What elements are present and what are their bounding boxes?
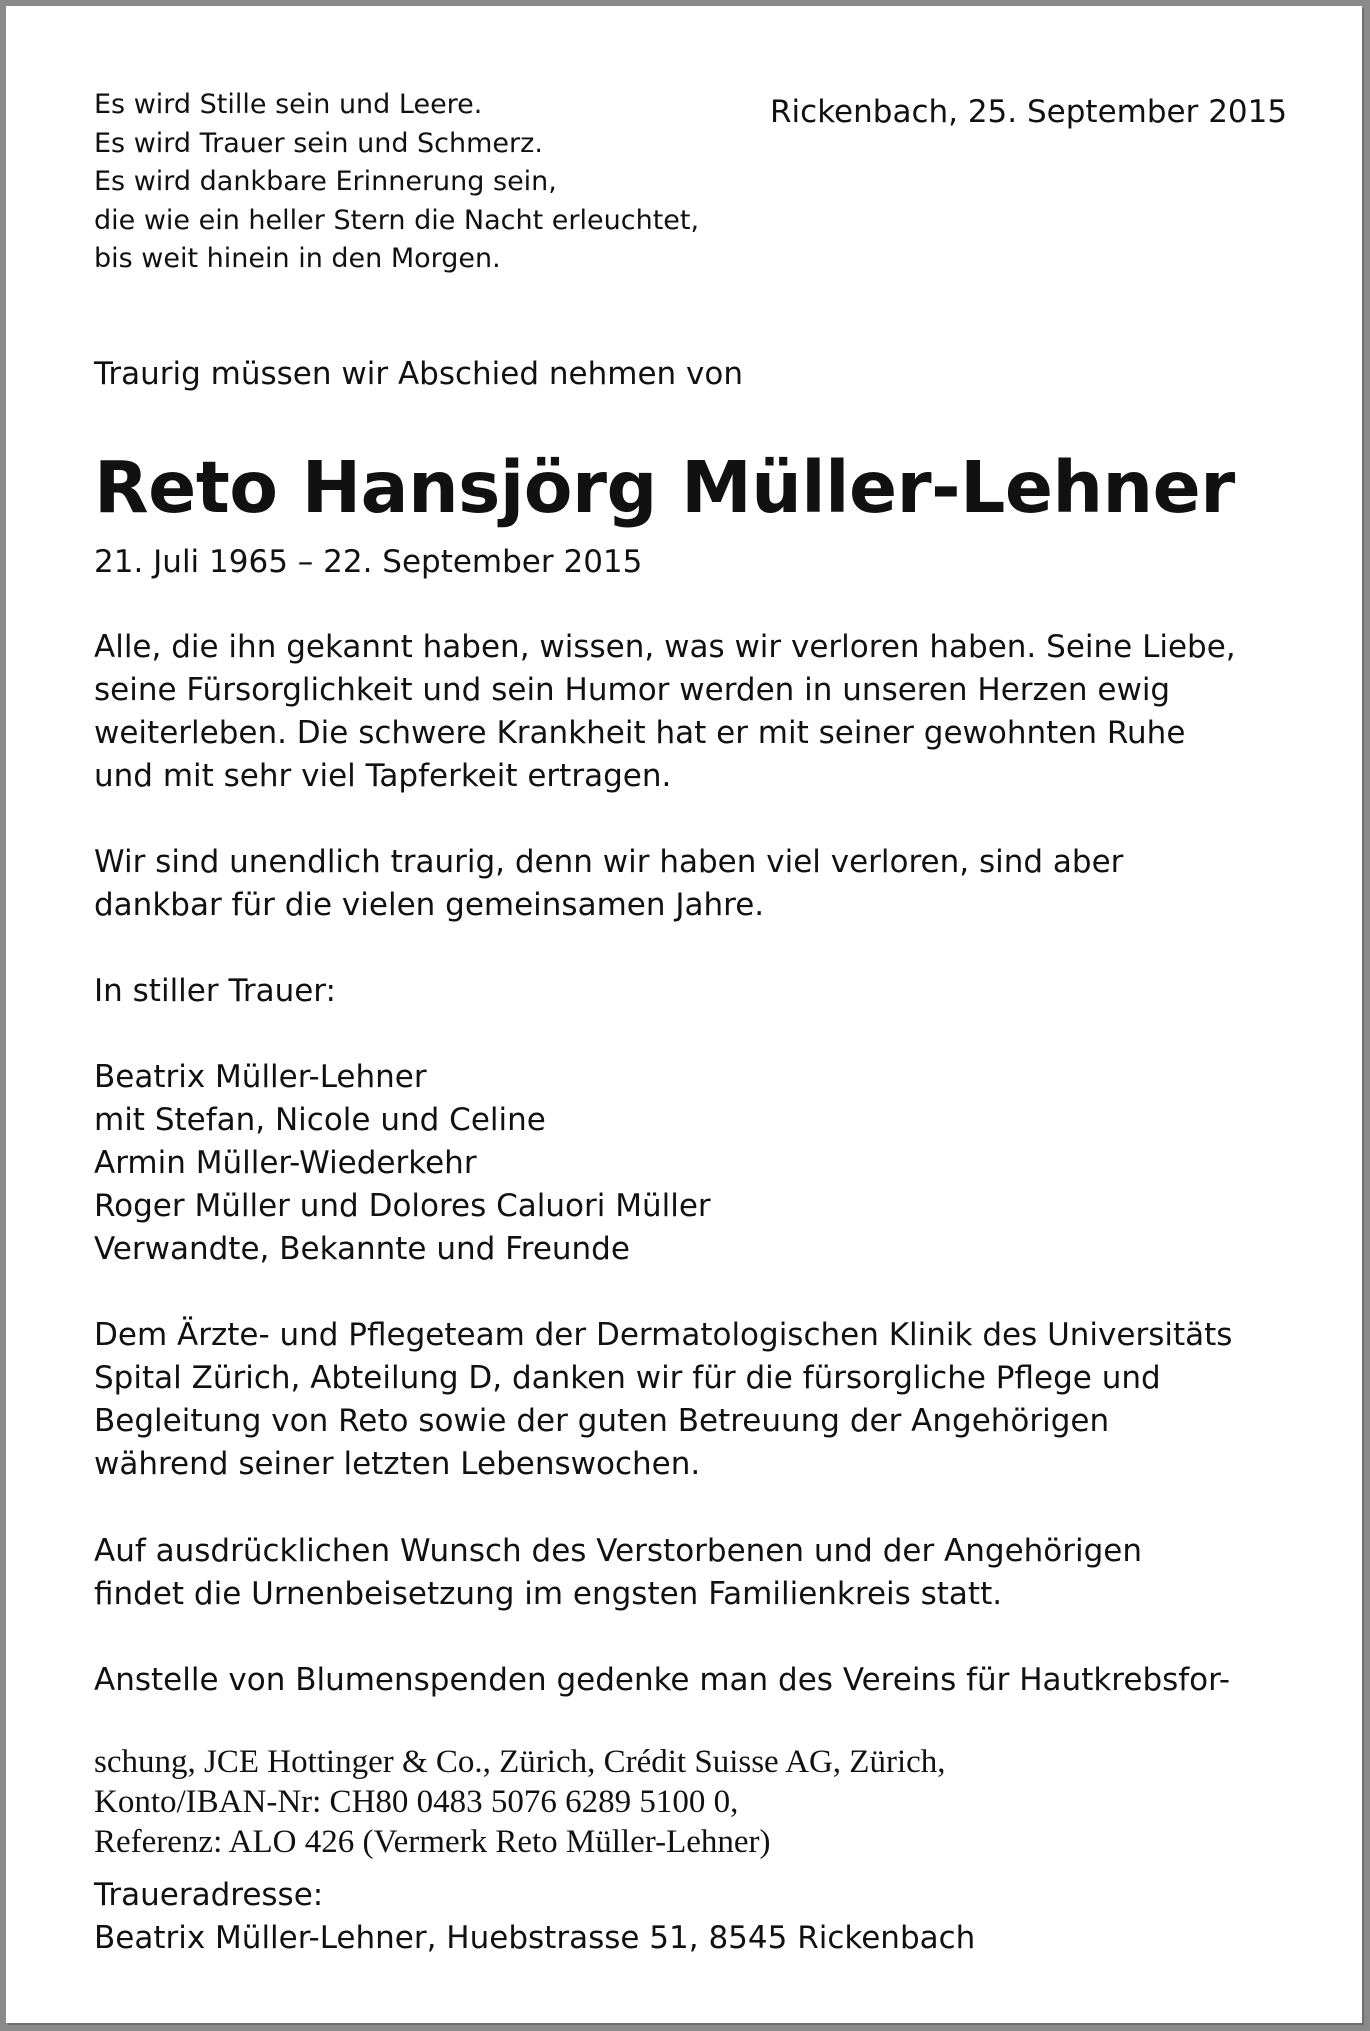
- text-line: Referenz: ALO 426 (Vermerk Reto Müller-Lehner): [94, 1824, 771, 1860]
- text-line: schung, JCE Hottinger & Co., Zürich, Crédit Suisse AG, Zürich,: [94, 1744, 946, 1780]
- deceased-name: Reto Hansjörg Müller-Lehner: [94, 446, 1235, 529]
- poem-line: Es wird Stille sein und Leere.: [94, 89, 483, 120]
- paragraph-memory: [94, 626, 1236, 798]
- text-line: seine Fürsorglichkeit und sein Humor werden in unseren Herzen ewig: [94, 672, 1171, 708]
- address-label: Traueradresse:: [94, 1877, 324, 1913]
- paragraph-thanks: [94, 1314, 1232, 1486]
- mourners-heading: [94, 970, 336, 1013]
- text-line: Anstelle von Blumenspenden gedenke man des Vereins für Hautkrebsfor-: [94, 1662, 1231, 1698]
- text-line: während seiner letzten Lebenswochen.: [94, 1446, 701, 1482]
- mourner: mit Stefan, Nicole und Celine: [94, 1102, 546, 1138]
- text-line: Spital Zürich, Abteilung D, danken wir für die fürsorgliche Pflege und: [94, 1360, 1161, 1396]
- paragraph-burial: [94, 1530, 1142, 1616]
- mourner: Verwandte, Bekannte und Freunde: [94, 1231, 630, 1267]
- poem: [94, 86, 699, 279]
- obituary-page: [6, 6, 1362, 2023]
- mourner: Armin Müller-Wiederkehr: [94, 1145, 477, 1181]
- donation-details: [94, 1742, 946, 1862]
- life-dates: 21. Juli 1965 – 22. September 2015: [94, 544, 643, 580]
- place-date: Rickenbach, 25. September 2015: [770, 94, 1288, 130]
- text-line: Begleitung von Reto sowie der guten Betreuung der Angehörigen: [94, 1403, 1110, 1439]
- text-line: Konto/IBAN-Nr: CH80 0483 5076 6289 5100 0,: [94, 1784, 739, 1820]
- text-line: Dem Ärzte- und Pflegeteam der Dermatologischen Klinik des Universitäts: [94, 1317, 1233, 1353]
- text-line: In stiller Trauer:: [94, 973, 336, 1009]
- paragraph-donation: [94, 1659, 1230, 1702]
- text-line: Alle, die ihn gekannt haben, wissen, was wir verloren haben. Seine Liebe,: [94, 629, 1236, 665]
- text-line: und mit sehr viel Tapferkeit ertragen.: [94, 758, 672, 794]
- mourning-address: [94, 1874, 975, 1960]
- text-line: Auf ausdrücklichen Wunsch des Verstorbenen und der Angehörigen: [94, 1533, 1143, 1569]
- mourners-list: [94, 1056, 711, 1271]
- text-line: Wir sind unendlich traurig, denn wir haben viel verloren, sind aber: [94, 844, 1124, 880]
- mourner: Beatrix Müller-Lehner: [94, 1059, 427, 1095]
- text-line: findet die Urnenbeisetzung im engsten Familienkreis statt.: [94, 1576, 1003, 1612]
- mourner: Roger Müller und Dolores Caluori Müller: [94, 1188, 711, 1224]
- text-line: weiterleben. Die schwere Krankheit hat er mit seiner gewohnten Ruhe: [94, 715, 1186, 751]
- poem-line: Es wird dankbare Erinnerung sein,: [94, 166, 557, 197]
- address-value: Beatrix Müller-Lehner, Huebstrasse 51, 8545 Rickenbach: [94, 1920, 976, 1956]
- poem-line: bis weit hinein in den Morgen.: [94, 243, 501, 274]
- intro-text: Traurig müssen wir Abschied nehmen von: [94, 356, 743, 392]
- text-line: dankbar für die vielen gemeinsamen Jahre.: [94, 887, 765, 923]
- paragraph-gratitude: [94, 841, 1123, 927]
- poem-line: die wie ein heller Stern die Nacht erleuchtet,: [94, 204, 700, 236]
- poem-line: Es wird Trauer sein und Schmerz.: [94, 127, 543, 159]
